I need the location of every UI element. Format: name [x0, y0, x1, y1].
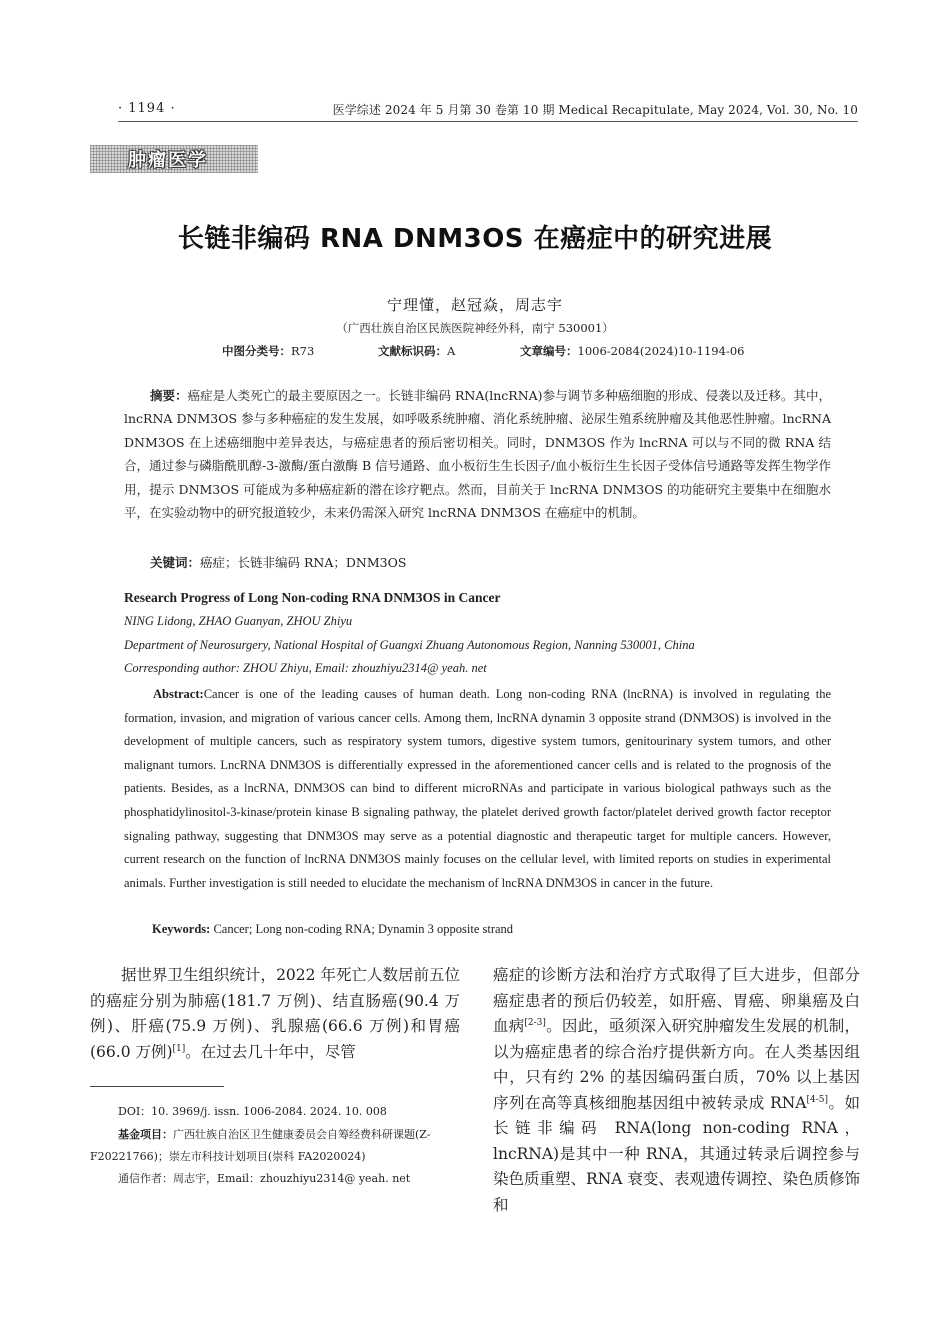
clc-value: R73 — [291, 344, 315, 358]
cn-abstract-label: 摘要： — [150, 388, 188, 403]
body-column-left — [90, 963, 460, 1065]
citation-4-5: [4-5] — [806, 1094, 829, 1105]
affiliation: （广西壮族自治区民族医院神经外科，南宁 530001） — [336, 321, 614, 335]
english-title: Research Progress of Long Non-coding RNA DNM3OS in Cancer — [124, 590, 501, 605]
citation-1: [1] — [172, 1043, 186, 1054]
body-right-text-b: 。因此，亟须深入研究肿瘤发生发展的机制，以为癌症患者的综合治疗提供新方向。在人类基因组中，只有约 2% 的基因编码蛋白质，70% 以上基因序列在高等真核细胞基因组中被转录成 RNA — [493, 1017, 860, 1112]
body-left-text-a: 据世界卫生组织统计，2022 年死亡人数居前五位的癌症分别为肺癌(181.7 万例)、结直肠癌(90.4 万例)、肝癌(75.9 万例)、乳腺癌(66.6 万例)和胃癌(66.0 万例) — [90, 966, 460, 1061]
chinese-abstract — [124, 384, 831, 524]
body-column-right — [493, 963, 860, 1218]
article-label: 文章编号： — [520, 344, 578, 358]
footnote-doi: DOI：10. 3969/j. issn. 1006-2084. 2024. 10. 008 — [118, 1105, 387, 1118]
body-right-text-a: 癌症的诊断方法和治疗方式取得了巨大进步，但部分癌症患者的预后仍较差，如肝癌、胃癌、卵巢癌及白血病 — [493, 966, 860, 1035]
section-tag-label: 肿瘤医学 — [128, 150, 208, 171]
header-divider — [118, 121, 858, 122]
doc-value: A — [447, 344, 456, 358]
footnote-fund — [90, 1124, 462, 1168]
english-abstract — [124, 683, 831, 895]
article-number — [520, 343, 744, 359]
english-keywords — [152, 922, 513, 937]
chinese-keywords — [150, 553, 406, 571]
english-corresponding: Corresponding author: ZHOU Zhiyu, Email: zhouzhiyu2314@ yeah. net — [124, 661, 487, 675]
fund-label: 基金项目： — [118, 1128, 173, 1141]
cn-abstract-text: 癌症是人类死亡的最主要原因之一。长链非编码 RNA(lncRNA)参与调节多种癌细胞的形成、侵袭以及迁移。其中，lncRNA DNM3OS 参与多种癌症的发生发展，如呼吸系统肿瘤、消化系统肿瘤、泌尿生殖系统肿瘤及其他恶性肿瘤。lncRNA DNM3OS 在上述癌细胞中差异表达，与癌症患者的预后密切相关。同时，DNM3OS 作为 lncRNA 可以与不同的微 RNA 结合，通过参与磷脂酰肌醇-3-激酶/蛋白激酶 B 信号通路、血小板衍生生长因子/血小板衍生生长因子受体信号通路等发挥生物学作用，提示 DNM3OS 可能成为多种癌症新的潜在诊疗靶点。然而，目前关于 lncRNA DNM3OS 的功能研究主要集中在细胞水平，在实验动物中的研究报道较少，未来仍需深入研究 lncRNA DNM3OS 在癌症中的机制。 — [124, 388, 831, 521]
footnote-divider — [90, 1086, 224, 1087]
en-abstract-label: Abstract: — [153, 687, 204, 701]
page-number: · 1194 · — [118, 101, 176, 116]
fund-text: 广西壮族自治区卫生健康委员会自筹经费科研课题(Z-F20221766)；崇左市科技计划项目(崇科 FA2020024) — [90, 1128, 431, 1163]
article-value: 1006-2084(2024)10-1194-06 — [577, 344, 745, 358]
english-authors: NING Lidong, ZHAO Guanyan, ZHOU Zhiyu — [124, 614, 353, 628]
journal-header: 医学综述 2024 年 5 月第 30 卷第 10 期 Medical Recapitulate, May 2024, Vol. 30, No. 10 — [332, 103, 858, 117]
english-affiliation: Department of Neurosurgery, National Hospital of Guangxi Zhuang Autonomous Region, Nanning 530001, China — [124, 638, 695, 652]
clc-label: 中图分类号： — [222, 344, 291, 358]
document-code — [378, 343, 455, 359]
body-left-text-b: 。在过去几十年中，尽管 — [185, 1042, 356, 1061]
citation-2-3: [2-3] — [524, 1017, 546, 1028]
en-keywords-text: Cancer; Long non-coding RNA; Dynamin 3 opposite strand — [213, 922, 514, 936]
cn-keywords-label: 关键词： — [150, 555, 201, 570]
body-right-text-c: 。如长链非编码 RNA(long non-coding RNA，lncRNA)是其中一种 RNA，其通过转录后调控参与染色质重塑、RNA 衰变、表观遗传调控、染色质修饰和 — [493, 1093, 860, 1214]
clc-number — [222, 343, 314, 359]
footnote-corresponding: 通信作者：周志宇，Email：zhouzhiyu2314@ yeah. net — [118, 1172, 411, 1185]
cn-keywords-text: 癌症；长链非编码 RNA；DNM3OS — [200, 555, 407, 570]
authors: 宁理懂，赵冠焱，周志宇 — [386, 296, 563, 314]
doc-label: 文献标识码： — [378, 344, 447, 358]
article-title: 长链非编码 RNA DNM3OS 在癌症中的研究进展 — [177, 224, 773, 254]
section-tag — [90, 145, 258, 173]
en-keywords-label: Keywords: — [152, 922, 211, 936]
en-abstract-text: Cancer is one of the leading causes of human death. Long non-coding RNA (lncRNA) is involved in regulating the formation, invasion, and migration of various cancer cells. Among them, lncRNA dynamin 3 opposite strand (DNM3OS) is involved in the development of multiple cancers, such as respiratory system tumors, digestive system tumors, genitourinary system tumors, and other malignant tumors. LncRNA DNM3OS is differentially expressed in the aforementioned cancer cells and is related to the prognosis of the patients. Besides, as a lncRNA, DNM3OS can bind to different microRNAs and participate in various biological pathways such as the phosphatidylinositol-3-kinase/protein kinase B signaling pathway, the platelet derived growth factor/platelet derived growth factor receptor signaling pathway, suggesting that DNM3OS may serve as a potential diagnostic and therapeutic target for multiple cancers. However, current research on the function of lncRNA DNM3OS mainly focuses on the cellular level, with limited reports on studies in experimental animals. Further investigation is still needed to elucidate the mechanism of lncRNA DNM3OS in cancer in the future. — [124, 687, 831, 890]
